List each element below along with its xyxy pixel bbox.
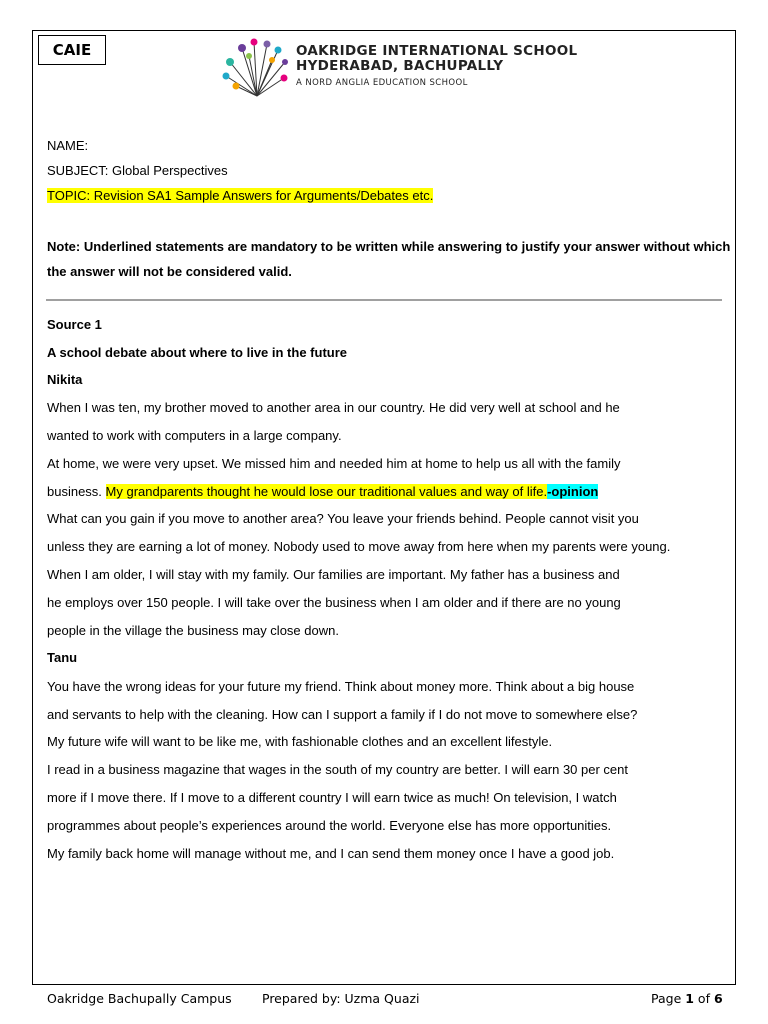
school-header	[296, 44, 577, 90]
speaker-nikita: Nikita	[47, 372, 83, 387]
paragraph-line: What can you gain if you move to another area? You leave your friends behind. People cannot visit you	[47, 511, 639, 526]
footer-campus: Oakridge Bachupally Campus	[47, 991, 232, 1006]
caie-badge: CAIE	[38, 35, 106, 65]
section-divider	[46, 299, 722, 301]
paragraph-line: he employs over 150 people. I will take over the business when I am older and if there are no young	[47, 595, 621, 610]
paragraph-line-highlighted	[47, 484, 598, 499]
paragraph-line: I read in a business magazine that wages in the south of my country are better. I will earn 30 per cent	[47, 762, 628, 777]
school-location: HYDERABAD, BACHUPALLY	[296, 58, 504, 74]
page-current: 1	[685, 991, 694, 1006]
paragraph-line: My family back home will manage without me, and I can send them money once I have a good job.	[47, 846, 615, 861]
paragraph-line: more if I move there. If I move to a different country I will earn twice as much! On television, I watch	[47, 790, 617, 805]
name-field-label: NAME:	[47, 138, 89, 153]
footer-page-number	[651, 991, 723, 1006]
paragraph-line: When I was ten, my brother moved to another area in our country. He did very well at school and he	[47, 400, 620, 415]
paragraph-line: When I am older, I will stay with my family. Our families are important. My father has a business and	[47, 567, 620, 582]
paragraph-line: You have the wrong ideas for your future my friend. Think about money more. Think about a big house	[47, 679, 635, 694]
source-title: Source 1	[47, 317, 102, 332]
page-of: of	[693, 991, 714, 1006]
paragraph-line: At home, we were very upset. We missed him and needed him at home to help us all with the family	[47, 456, 621, 471]
paragraph-line: people in the village the business may close down.	[47, 623, 339, 638]
paragraph-line: My future wife will want to be like me, with fashionable clothes and an excellent lifestyle.	[47, 734, 553, 749]
note-line-2: the answer will not be considered valid.	[47, 264, 292, 279]
paragraph-line: and servants to help with the cleaning. How can I support a family if I do not move to somewhere else?	[47, 707, 638, 722]
text-segment: business.	[47, 484, 106, 499]
paragraph-line: unless they are earning a lot of money. Nobody used to move away from here when my parents were young.	[47, 539, 671, 554]
school-name: OAKRIDGE INTERNATIONAL SCHOOL	[296, 43, 578, 59]
page-total: 6	[713, 991, 723, 1006]
subject-line: SUBJECT: Global Perspectives	[47, 163, 228, 178]
school-logo-icon	[222, 36, 292, 98]
paragraph-line: programmes about people’s experiences around the world. Everyone else has more opportunities.	[47, 818, 612, 833]
paragraph-line: wanted to work with computers in a large company.	[47, 428, 342, 443]
note-line-1: Note: Underlined statements are mandatory to be written while answering to justify your answer without which	[47, 239, 731, 254]
footer-prepared-by: Prepared by: Uzma Quazi	[262, 991, 420, 1006]
highlighted-opinion-text: My grandparents thought he would lose our traditional values and way of life.	[105, 484, 548, 499]
page-prefix: Page	[651, 991, 686, 1006]
topic-line: TOPIC: Revision SA1 Sample Answers for Arguments/Debates etc.	[47, 188, 434, 203]
source-subtitle: A school debate about where to live in the future	[47, 345, 347, 360]
opinion-tag: -opinion	[547, 484, 599, 499]
school-tagline: A NORD ANGLIA EDUCATION SCHOOL	[296, 78, 468, 88]
speaker-tanu: Tanu	[47, 650, 78, 665]
